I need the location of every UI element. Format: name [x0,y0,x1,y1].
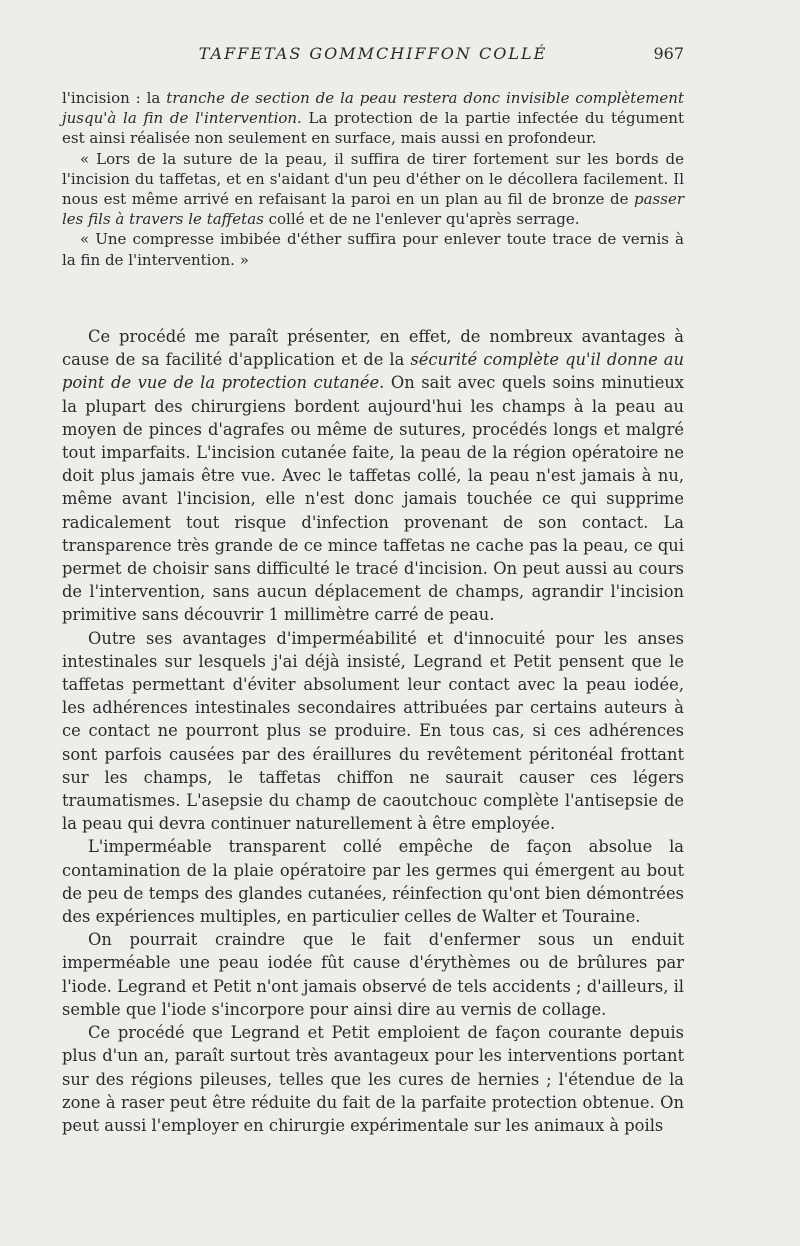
body-paragraph-4: On pourrait craindre que le fait d'enfermer sous un enduit imperméable une peau iodée fût cause d'érythèmes ou de brûlures par l'iode. Legrand et Petit n'ont jamais observé de tels accidents ; d'ailleurs, il semble que l'iode s'incorpore pour ainsi dire au vernis de collage. [62,930,684,1019]
quote-paragraph-2 [62,149,684,230]
quote-text: l'incision : la [62,89,167,107]
quoted-passage [62,88,684,270]
quote-text: collé et de ne l'enlever qu'après serrage. [263,210,580,229]
quote-paragraph-3: « Une compresse imbibée d'éther suffira pour enlever toute trace de vernis à la fin de l'intervention. » [62,230,684,269]
body-paragraph-3: L'imperméable transparent collé empêche de façon absolue la contamination de la plaie opératoire par les germes qui émergent au bout de peu de temps des glandes cutanées, réinfection qu'ont bien démontrées des expériences multiples, en particulier celles de Walter et Touraine. [62,837,684,927]
body-paragraph-2: Outre ses avantages d'imperméabilité et d'innocuité pour les anses intestinales sur lesquels j'ai déjà insisté, Legrand et Petit pensent que le taffetas permettant d'éviter absolument leur contact avec la peau iodée, les adhérences intestinales secondaires attribuées par certains auteurs à ce contact ne pourront plus se produire. En tous cas, si ces adhérences sont parfois causées par des éraillures du revêtement péritonéal frottant sur les champs, le taffetas chiffon ne saurait causer ces légers traumatismes. L'asepsie du champ de caoutchouc complète l'antisepsie de la peau qui devra continuer naturellement à être employée. [62,628,684,834]
body-emphasis: sécurité complète qu'il donne au point de vue de la protection cutanée. [62,350,684,393]
quote-text: « Lors de la suture de la peau, il suffira de tirer fortement sur les bords de l'incision du taffetas, et en s'aidant d'un peu d'éther on le décollera facilement. Il nous est même arrivé en refaisant la paroi en un plan au fil de bronze de [62,149,684,209]
quote-emphasis: tranche de section de la peau restera donc invisible complètement jusqu'à la fin de l'intervention. [62,89,684,128]
body-text-run: Ce procédé me paraît présenter, en effet, de nombreux avantages à cause de sa facilité d'application et de la [62,327,684,370]
body-paragraph-1 [62,325,684,627]
running-head [62,44,684,68]
body-text-run: On sait avec quels soins minutieux la plupart des chirurgiens bordent aujourd'hui les champs à la peau au moyen de pinces d'agrafes ou même de sutures, procédés longs et malgré tout imparfaits. L'incision cutanée faite, la peau de la région opératoire ne doit plus jamais être vue. Avec le taffetas collé, la peau n'est jamais à nu, même avant l'incision, elle n'est donc jamais touchée ce qui supprime radicalement tout risque d'infection provenant de son contact. La transparence très grande de ce mince taffetas ne cache pas la peau, ce qui permet de choisir sans difficulté le tracé d'incision. On peut aussi au cours de l'intervention, sans aucun déplacement de champs, agrandir l'incision primitive sans découvrir 1 millimètre carré de peau. [62,373,684,625]
quote-emphasis: passer les fils à travers le taffetas [62,190,684,229]
body-text [62,325,684,1137]
quote-paragraph-1 [62,88,684,149]
body-paragraph-5: Ce procédé que Legrand et Petit emploient de façon courante depuis plus d'un an, paraît surtout très avantageux pour les interventions portant sur des régions pileuses, telles que les cures de hernies ; l'étendue de la zone à raser peut être réduite du fait de la parfaite protection obtenue. On peut aussi l'employer en chirurgie expérimentale sur les animaux à poils [62,1023,684,1135]
quote-text: La protection de la partie infectée du tégument est ainsi réalisée non seulement en surface, mais aussi en profondeur. [62,109,684,148]
running-head-title: TAFFETAS GOMMCHIFFON COLLÉ [198,44,548,63]
page-number: 967 [653,44,684,63]
